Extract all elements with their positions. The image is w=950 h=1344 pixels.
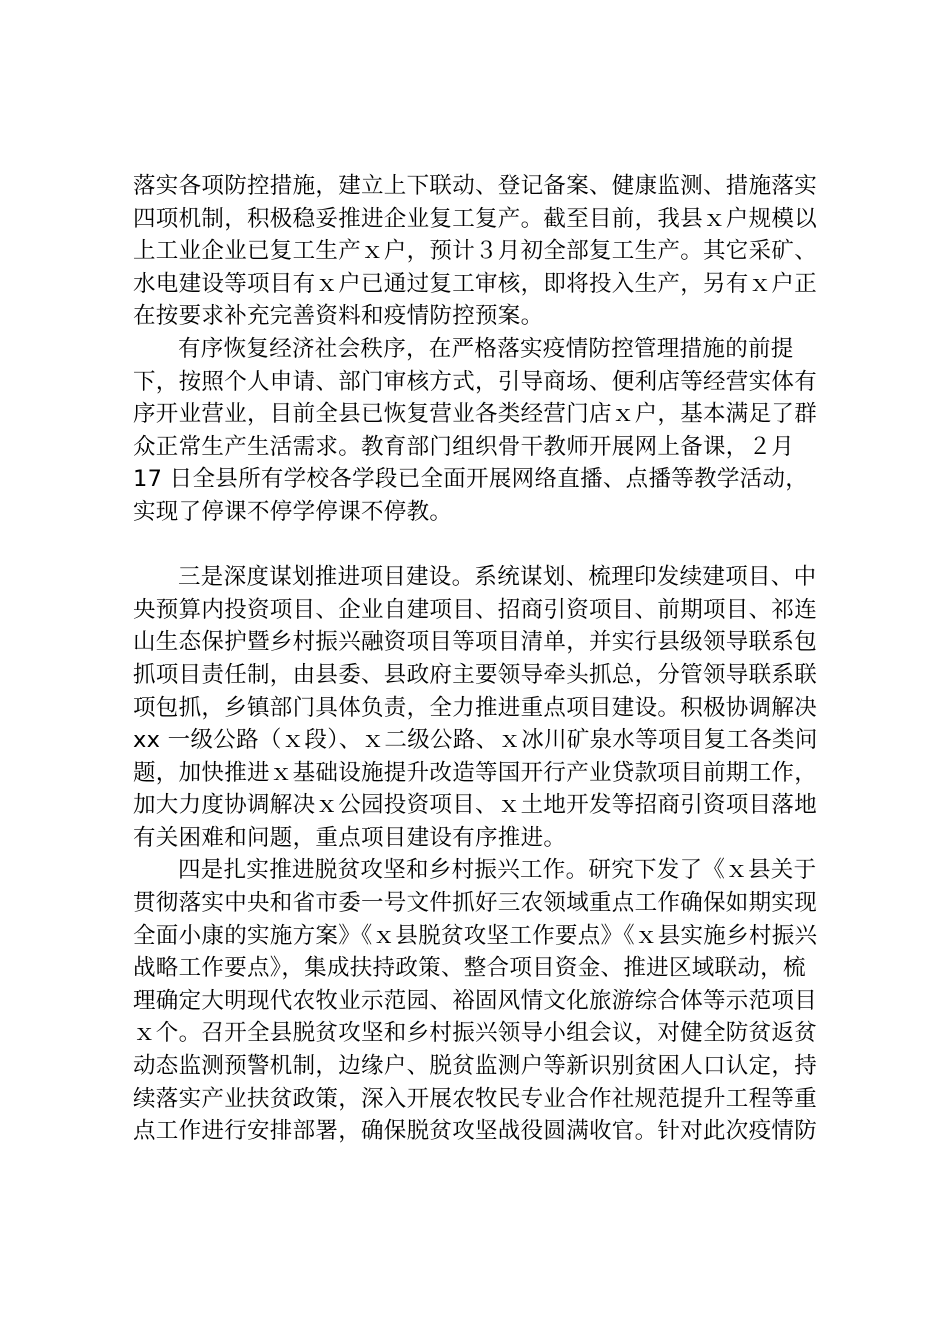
paragraph-spacer [133,529,823,562]
document-body [133,170,823,1148]
paragraph-economic-order: 有序恢复经济社会秩序，在严格落实疫情防控管理措施的前提下，按照个人申请、部门审核方式，引导商场、便利店等经营实体有序开业营业，目前全县已恢复营业各类经营门店ｘ户，基本满足了群众正常生产生活需求。教育部门组织骨干教师开展网上备课，２月 17 日全县所有学校各学段已全面开展网络直播、点播等教学活动，实现了停课不停学停课不停教。 [133,335,818,525]
paragraph-project-construction: 三是深度谋划推进项目建设。系统谋划、梳理印发续建项目、中央预算内投资项目、企业自建项目、招商引资项目、前期项目、祁连山生态保护暨乡村振兴融资项目等项目清单，并实行县级领导联系包抓项目责任制，由县委、县政府主要领导牵头抓总，分管领导联系联项包抓，乡镇部门具体负责，全力推进重点项目建设。积极协调解决 xx 一级公路（ｘ段）、ｘ二级公路、ｘ冰川矿泉水等项目复工各类问题，加快推进ｘ基础设施提升改造等国开行产业贷款项目前期工作，加大力度协调解决ｘ公园投资项目、ｘ土地开发等招商引资项目落地有关困难和问题，重点项目建设有序推进。 [133,564,818,851]
paragraph-poverty-alleviation: 四是扎实推进脱贫攻坚和乡村振兴工作。研究下发了《ｘ县关于贯彻落实中央和省市委一号文件抓好三农领域重点工作确保如期实现全面小康的实施方案》《ｘ县脱贫攻坚工作要点》《ｘ县实施乡村振兴战略工作要点》，集成扶持政策、整合项目资金、推进区域联动，梳理确定大明现代农牧业示范园、裕固风情文化旅游综合体等示范项目ｘ个。召开全县脱贫攻坚和乡村振兴领导小组会议，对健全防贫返贫动态监测预警机制，边缘户、脱贫监测户等新识别贫困人口认定，持续落实产业扶贫政策，深入开展农牧民专业合作社规范提升工程等重点工作进行安排部署，确保脱贫攻坚战役圆满收官。针对此次疫情防 [133,857,818,1145]
paragraph-enterprise-resumption: 落实各项防控措施，建立上下联动、登记备案、健康监测、措施落实四项机制，积极稳妥推进企业复工复产。截至目前，我县ｘ户规模以上工业企业已复工生产ｘ户，预计３月初全部复工生产。其它采矿、水电建设等项目有ｘ户已通过复工审核，即将投入生产，另有ｘ户正在按要求补充完善资料和疫情防控预案。 [133,173,818,330]
